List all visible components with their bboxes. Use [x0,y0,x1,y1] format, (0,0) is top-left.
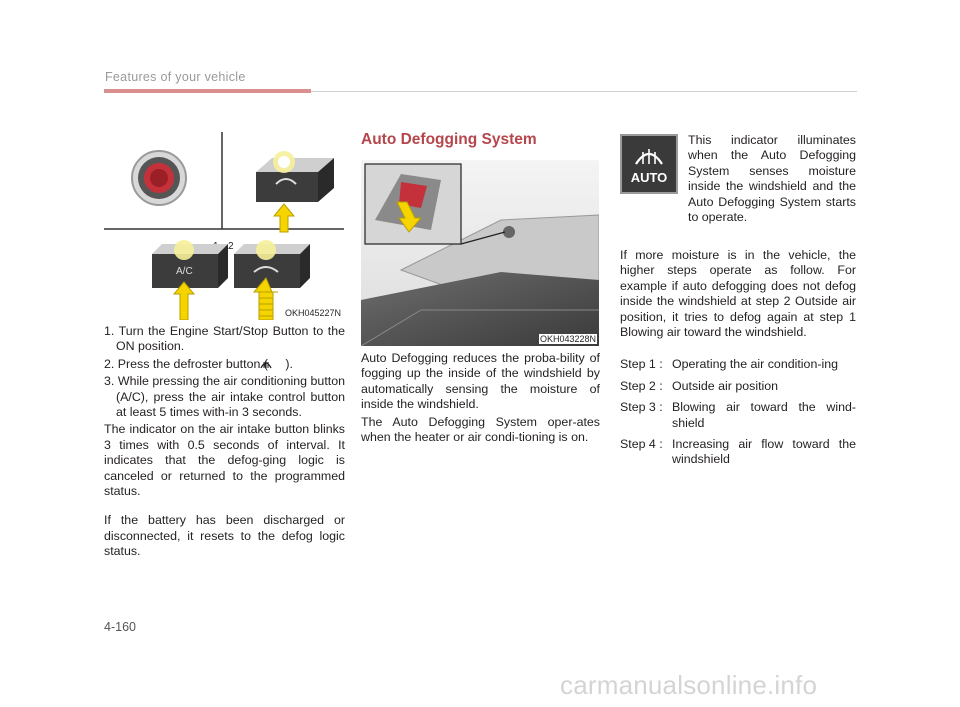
instruction-step-2-suffix: ). [285,356,293,371]
step-text: Blowing air toward the wind-shield [672,400,856,430]
defog-step-list [620,357,856,467]
step-key: Step 2 : [620,378,663,393]
auto-defogging-description: Auto Defogging reduces the proba-bility of fogging up the inside of the windshield by automatically sensing the moisture of inside the windshield. [361,351,600,412]
figure-code: OKH045227N [284,308,341,318]
windshield-sensor-figure [361,160,599,346]
header-accent-bar [104,89,311,93]
defog-step-1 [620,357,856,372]
auto-defogging-title: Auto Defogging System [361,131,537,148]
right-column-text [620,248,856,468]
engine-start-button-icon [132,151,186,205]
figure-code: OKH043228N [539,334,596,344]
battery-reset-paragraph: If the battery has been discharged or disconnected, it resets to the defog logic status. [104,513,345,559]
indicator-blink-paragraph: The indicator on the air intake button blinks 3 times with 0.5 seconds of interval. It indicates that the defog-ging logic is canceled or returned to the programmed status. [104,422,345,499]
indicator-auto-label: AUTO [630,170,668,185]
control-buttons-illustration [104,132,344,320]
step-key: Step 4 : [620,437,663,452]
indicator-description: This indicator illuminates when the Auto Defogging System senses moisture inside the windshield and the Auto Defogging System starts to operate. [688,133,856,225]
step-text: Increasing air flow toward the windshield [672,437,856,467]
instruction-step-3: 3. While pressing the air conditioning button (A/C), press the air intake control button at least 5 times with-in 3 seconds. [104,374,345,420]
svg-text:A/C: A/C [176,266,193,277]
left-column-text [104,324,345,560]
page-number: 4-160 [104,620,136,634]
ac-button-icon [152,240,228,288]
step-text: Outside air position [672,378,779,393]
step-text: Operating the air condition-ing [672,357,838,372]
defog-step-4 [620,437,856,468]
instruction-step-2-text: 2. Press the defroster button ( [104,356,268,371]
header-rule [311,91,857,92]
step-key: Step 1 : [620,357,663,372]
instruction-step-2 [104,357,345,372]
control-buttons-figure [104,132,344,320]
step-key: Step 3 : [620,400,663,415]
moisture-steps-paragraph: If more moisture is in the vehicle, the higher steps operate as follow. For example if auto defogging does not defog inside the windshield at step 2 Outside air position, it tries to defog again at step 1 Blowing air toward the windshield. [620,248,856,340]
auto-defog-indicator [620,134,678,194]
site-watermark: carmanualsonline.info [560,670,818,700]
label-2: 2 [228,241,234,252]
auto-defogging-operation: The Auto Defogging System oper-ates when the heater or air condi-tioning is on. [361,414,600,445]
section-header-title: Features of your vehicle [105,70,246,84]
instruction-step-1: 1. Turn the Engine Start/Stop Button to the ON position. [104,324,345,354]
windshield-illustration [361,160,599,346]
defog-step-3 [620,400,856,431]
middle-column-text [361,351,600,445]
defog-step-2 [620,379,856,394]
air-intake-button-icon [234,240,310,288]
defroster-icon [271,358,285,370]
